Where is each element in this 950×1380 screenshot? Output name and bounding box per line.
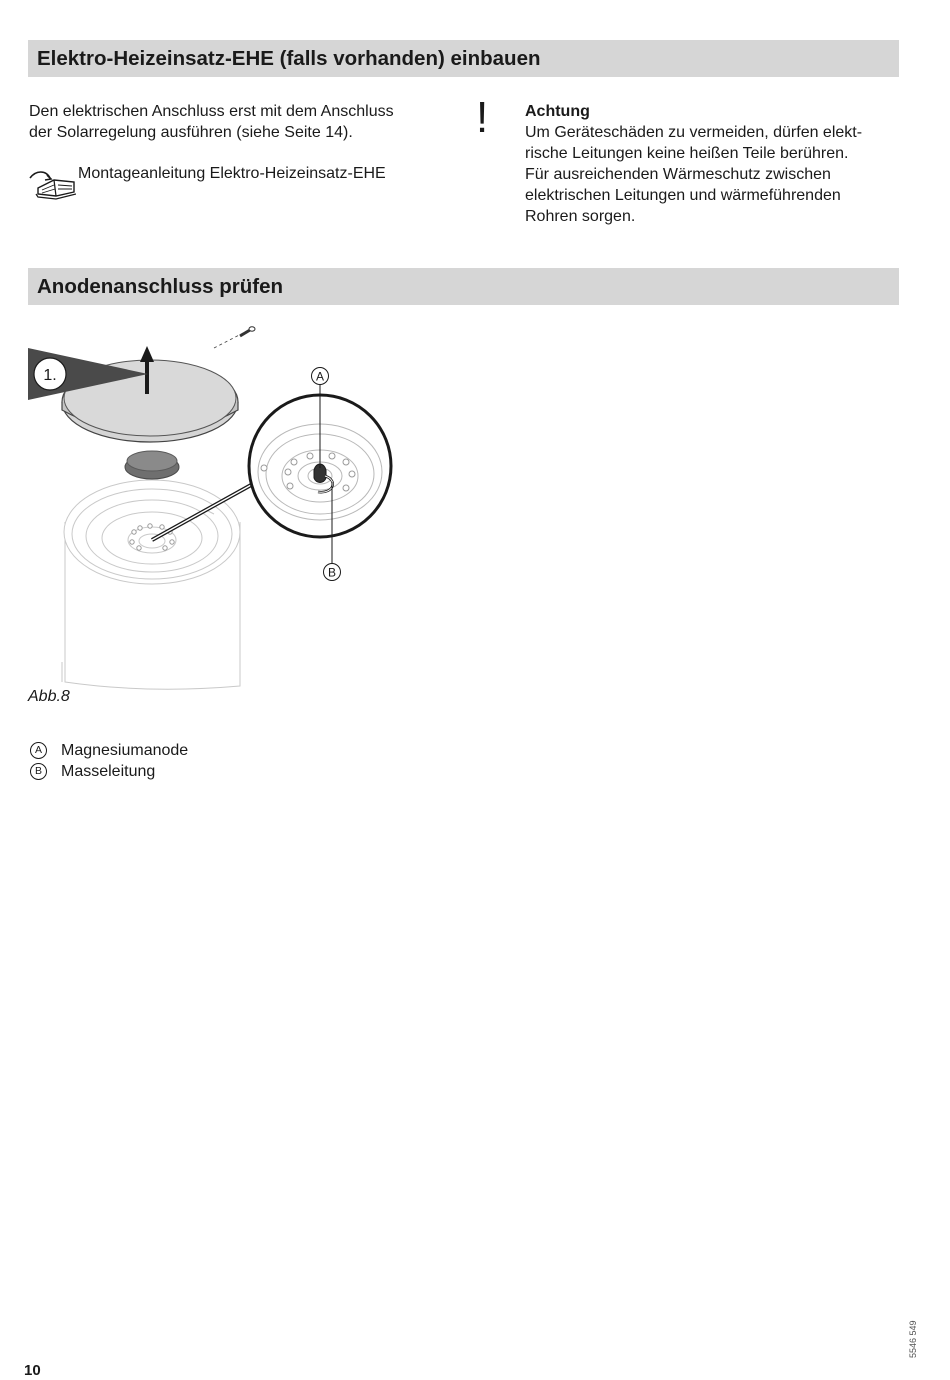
warning-icon: !: [476, 93, 489, 142]
step-number-label: 1.: [43, 367, 57, 384]
warning-title: Achtung: [525, 103, 590, 120]
callout-a-label: A: [315, 369, 325, 384]
legend-text-b: Masseleitung: [61, 763, 156, 780]
warning-line: rische Leitungen keine heißen Teile berühren.: [525, 145, 849, 162]
warning-line: Um Geräteschäden zu vermeiden, dürfen elekt-: [525, 124, 863, 141]
figure-caption: Abb.8: [28, 688, 70, 705]
section-header-anode: [28, 268, 899, 305]
body-text-line1: Den elektrischen Anschluss erst mit dem Anschluss: [29, 103, 394, 120]
warning-line: Für ausreichenden Wärmeschutz zwischen: [525, 166, 831, 183]
manual-reference-icon: [28, 166, 76, 200]
tank-body: [62, 480, 240, 689]
document-number: 5546 549: [908, 1320, 918, 1358]
legend-letter-b: B: [30, 763, 47, 780]
legend-text-a: Magnesiumanode: [61, 742, 189, 759]
section-title-ehe: Elektro-Heizeinsatz-EHE (falls vorhanden) einbauen: [37, 47, 541, 70]
warning-line: Rohren sorgen.: [525, 208, 636, 225]
section-header-ehe: [28, 40, 899, 77]
section-title-anode: Anodenanschluss prüfen: [37, 275, 284, 298]
reference-text: Montageanleitung Elektro-Heizeinsatz-EHE: [78, 165, 386, 182]
page-number: 10: [24, 1362, 41, 1379]
callout-b-label: B: [327, 565, 337, 580]
legend-letter-a: A: [30, 742, 47, 759]
warning-line: elektrischen Leitungen und wärmeführenden: [525, 187, 841, 204]
legend-item: [30, 740, 188, 761]
legend-item: [30, 761, 155, 782]
anode-connection-illustration: [28, 322, 408, 690]
body-text-line2: der Solarregelung ausführen (siehe Seite 14).: [29, 124, 353, 141]
